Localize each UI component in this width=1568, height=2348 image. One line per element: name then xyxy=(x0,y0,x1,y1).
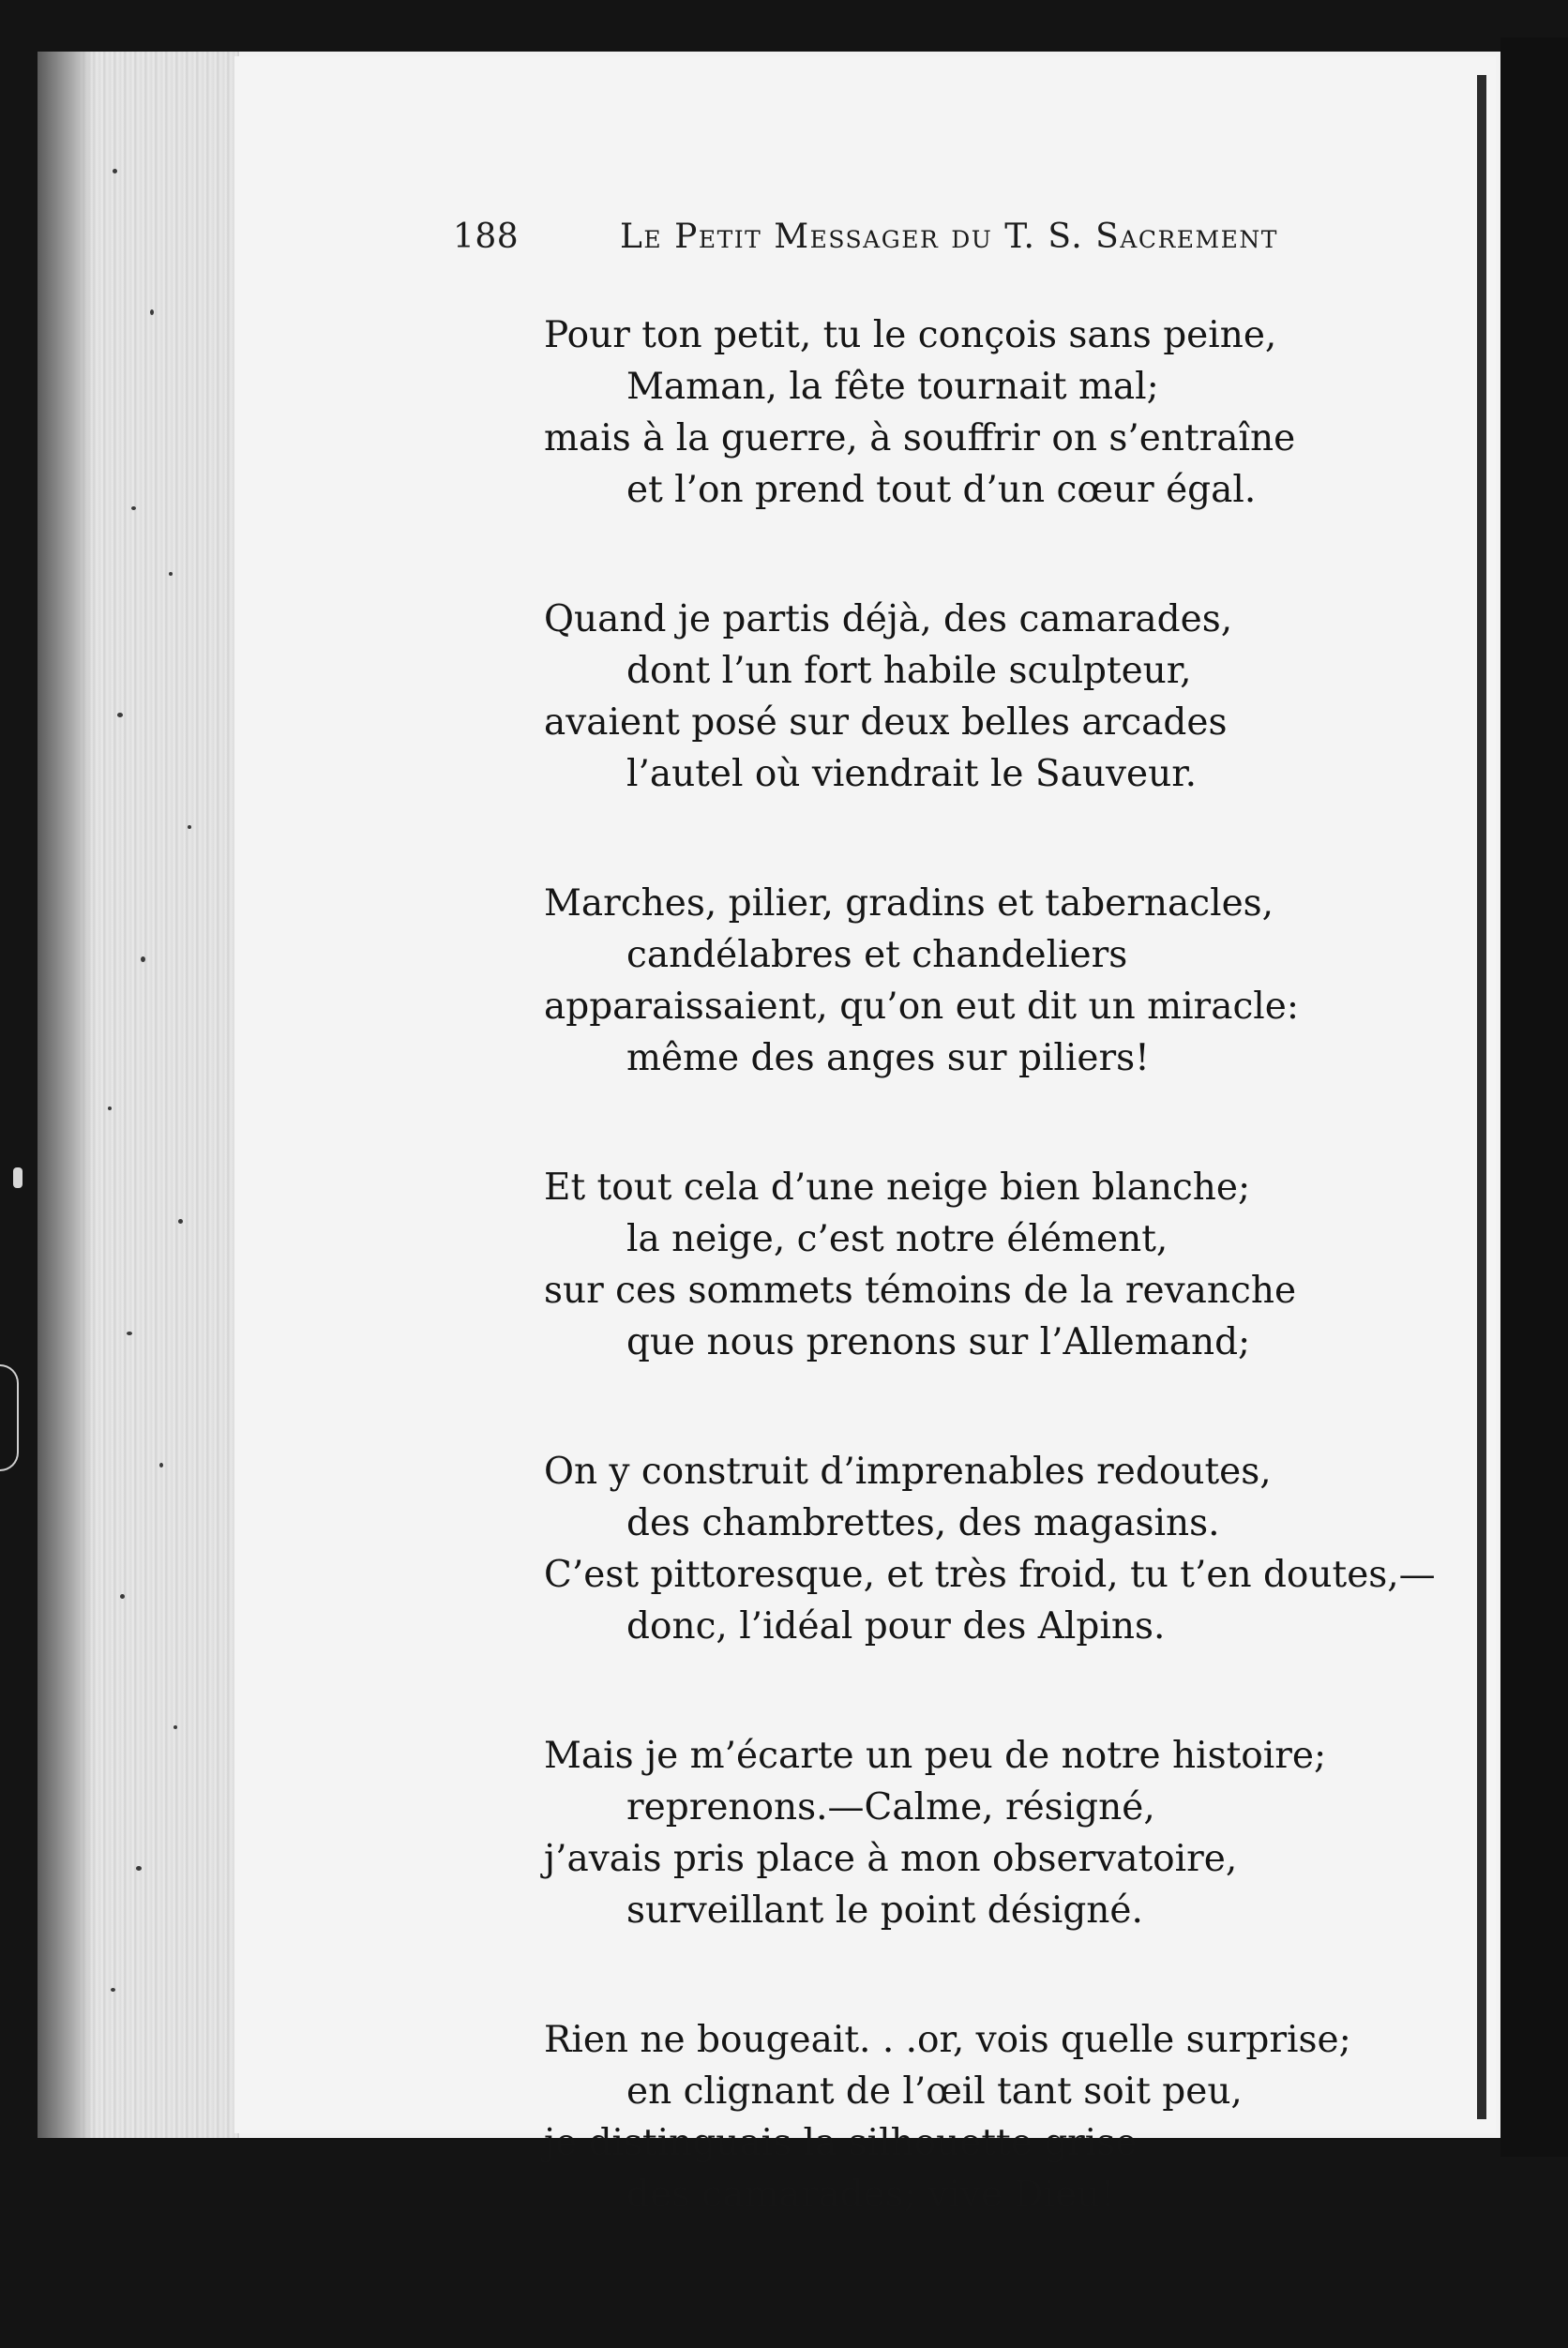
verse-line: des camarades; vive Dieu! xyxy=(626,2174,1115,2216)
edge-speck xyxy=(141,956,145,962)
running-title: Le Petit Messager du T. S. Sacrement xyxy=(620,218,1278,256)
running-head xyxy=(453,218,1325,274)
verse-line: que nous prenons sur l’Allemand; xyxy=(626,1321,1251,1363)
scan-mark xyxy=(13,1167,23,1188)
verse-line: reprenons.—Calme, résigné, xyxy=(626,1786,1155,1829)
verse-line: j’avais pris place à mon observatoire, xyxy=(544,1838,1238,1880)
verse-line: des chambrettes, des magasins. xyxy=(626,1502,1220,1544)
edge-speck xyxy=(178,1219,183,1224)
edge-speck xyxy=(113,169,117,173)
verse-line: Pour ton petit, tu le conçois sans peine, xyxy=(544,314,1277,356)
clip-mark xyxy=(0,1364,19,1471)
stanza xyxy=(544,309,1482,516)
edge-speck xyxy=(120,1594,125,1599)
verse-line: Maman, la fête tournait mal; xyxy=(626,366,1159,408)
edge-speck xyxy=(117,713,123,717)
edge-speck xyxy=(131,506,136,510)
stanza xyxy=(544,878,1482,1084)
edge-speck xyxy=(159,1463,163,1468)
binding-edge xyxy=(1500,38,1568,2157)
stanza xyxy=(544,1446,1482,1652)
page-edges-shadow xyxy=(38,52,94,2138)
stanza xyxy=(544,2014,1482,2220)
verse-line: C’est pittoresque, et très froid, tu t’en doutes,— xyxy=(544,1554,1436,1596)
verse-line: Quand je partis déjà, des camarades, xyxy=(544,598,1233,640)
stanza xyxy=(544,594,1482,800)
verse-line: donc, l’idéal pour des Alpins. xyxy=(626,1605,1166,1648)
verse-line: Rien ne bougeait. . .or, vois quelle surprise; xyxy=(544,2019,1351,2061)
verse-line: dont l’un fort habile sculpteur, xyxy=(626,650,1192,692)
verse-line: avaient posé sur deux belles arcades xyxy=(544,701,1228,744)
verse-line: en clignant de l’œil tant soit peu, xyxy=(626,2070,1243,2113)
verse-line: et l’on prend tout d’un cœur égal. xyxy=(626,469,1257,511)
verse-line: Et tout cela d’une neige bien blanche; xyxy=(544,1166,1251,1209)
verse-line: On y construit d’imprenables redoutes, xyxy=(544,1451,1272,1493)
edge-speck xyxy=(188,825,191,829)
verse-line: l’autel où viendrait le Sauveur. xyxy=(626,753,1197,795)
edge-speck xyxy=(111,1988,115,1992)
verse-line: Mais je m’écarte un peu de notre histoire; xyxy=(544,1735,1327,1777)
verse-line: Marches, pilier, gradins et tabernacles, xyxy=(544,882,1274,925)
edge-speck xyxy=(136,1866,142,1871)
verse-line: mais à la guerre, à souffrir on s’entraîne xyxy=(544,417,1296,459)
edge-speck xyxy=(108,1106,112,1110)
verse-line: candélabres et chandeliers xyxy=(626,934,1128,976)
page-number: 188 xyxy=(453,218,520,256)
stanza xyxy=(544,1730,1482,1936)
verse-line: surveillant le point désigné. xyxy=(626,1889,1143,1932)
stanza xyxy=(544,1162,1482,1368)
edge-speck xyxy=(150,309,154,315)
verse-line: même des anges sur piliers! xyxy=(626,1037,1150,1079)
verse-line: sur ces sommets témoins de la revanche xyxy=(544,1270,1297,1312)
verse-line: la neige, c’est notre élément, xyxy=(626,1218,1168,1260)
edge-speck xyxy=(127,1332,132,1335)
verse-line: apparaissaient, qu’on eut dit un miracle: xyxy=(544,986,1299,1028)
poem xyxy=(544,309,1482,2298)
edge-speck xyxy=(169,572,173,576)
edge-speck xyxy=(173,1725,177,1729)
verse-line: je distinguais la silhouette grise xyxy=(544,2122,1138,2164)
